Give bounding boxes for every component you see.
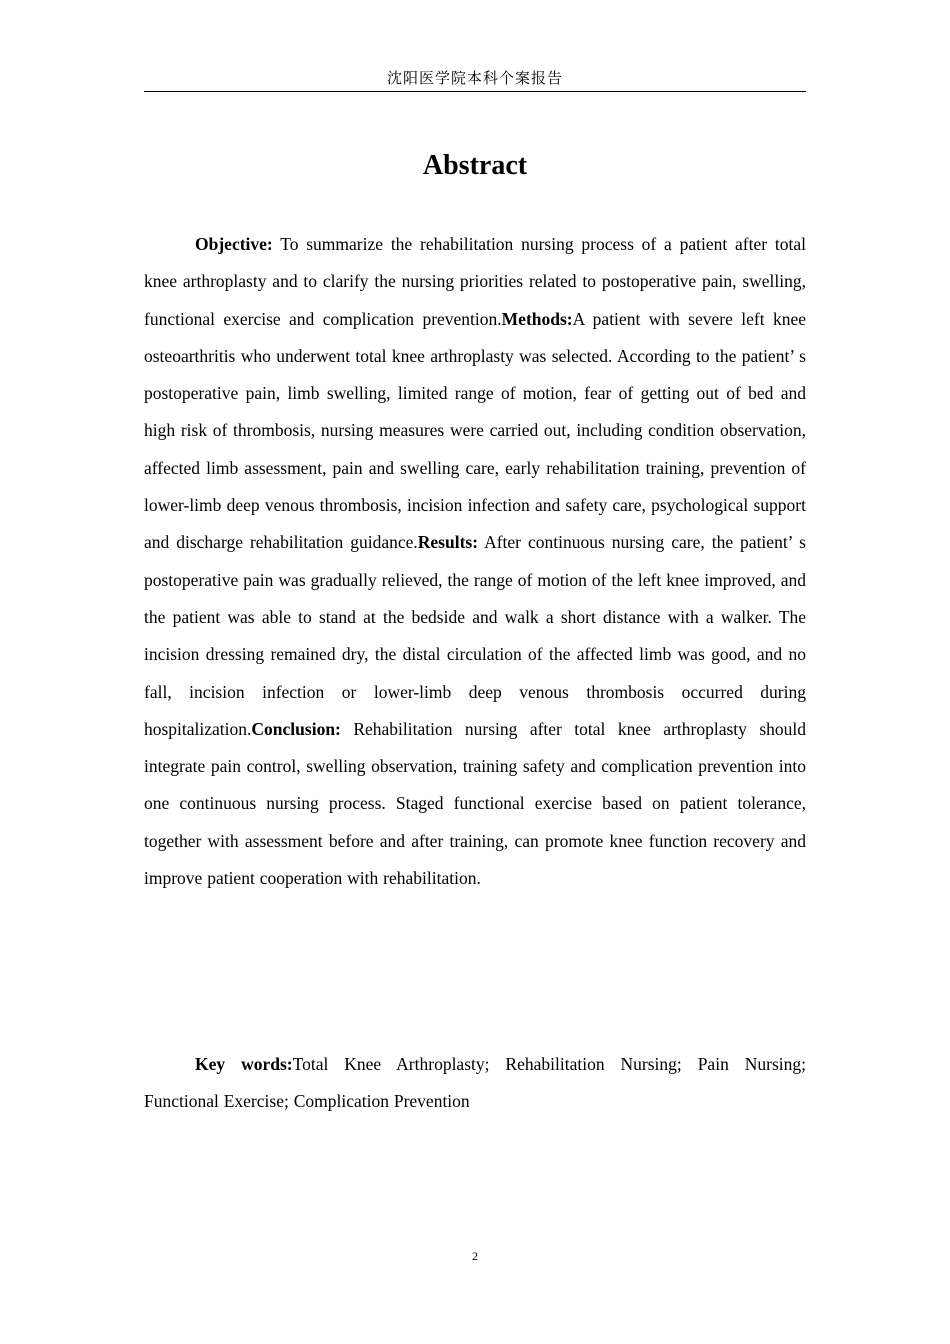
- page-number: 2: [472, 1249, 478, 1263]
- page-title: Abstract: [422, 150, 528, 181]
- keywords-paragraph: [144, 1046, 806, 1121]
- keywords-label: Key words:: [195, 1054, 293, 1074]
- methods-text: A patient with severe left knee osteoarthritis who underwent total knee arthroplasty was selected. According to the patient’ s postoperative pain, limb swelling, limited range of motion, fear of getting out of bed and high risk of thrombosis, nursing measures were carried out, including condition observation, affected limb assessment, pain and swelling care, early rehabilitation training, prevention of lower-limb deep venous thrombosis, incision infection and safety care, psychological support and discharge rehabilitation guidance.: [144, 308, 807, 553]
- objective-label: Objective:: [195, 234, 273, 254]
- methods-label: Methods:: [501, 308, 573, 329]
- conclusion-label: Conclusion:: [251, 718, 341, 739]
- header-rule: [144, 91, 806, 92]
- results-label: Results:: [417, 532, 479, 553]
- results-text: After continuous nursing care, the patient’ s postoperative pain was gradually relieved, the range of motion of the left knee improved, and the patient was able to stand at the bedside and walk a short distance with a walker. The incision dressing remained dry, the distal circulation of the affected limb was good, and no fall, incision infection or lower-limb deep venous thrombosis occurred during hospitalization.: [144, 532, 806, 739]
- objective-text: To summarize the rehabilitation nursing process of a patient after total knee arthroplasty and to clarify the nursing priorities related to postoperative pain, swelling, functional exercise and complication prevention.: [144, 234, 806, 329]
- keywords-text: Total Knee Arthroplasty; Rehabilitation Nursing; Pain Nursing; Functional Exercise; Complication Prevention: [144, 1054, 807, 1112]
- abstract-paragraph: [144, 226, 806, 897]
- running-header: 沈阳医学院本科个案报告: [386, 69, 563, 87]
- conclusion-text: Rehabilitation nursing after total knee arthroplasty should integrate pain control, swelling observation, training safety and complication prevention into one continuous nursing process. Staged functional exercise based on patient tolerance, together with assessment before and after training, can promote knee function recovery and improve patient cooperation with rehabilitation.: [144, 718, 806, 889]
